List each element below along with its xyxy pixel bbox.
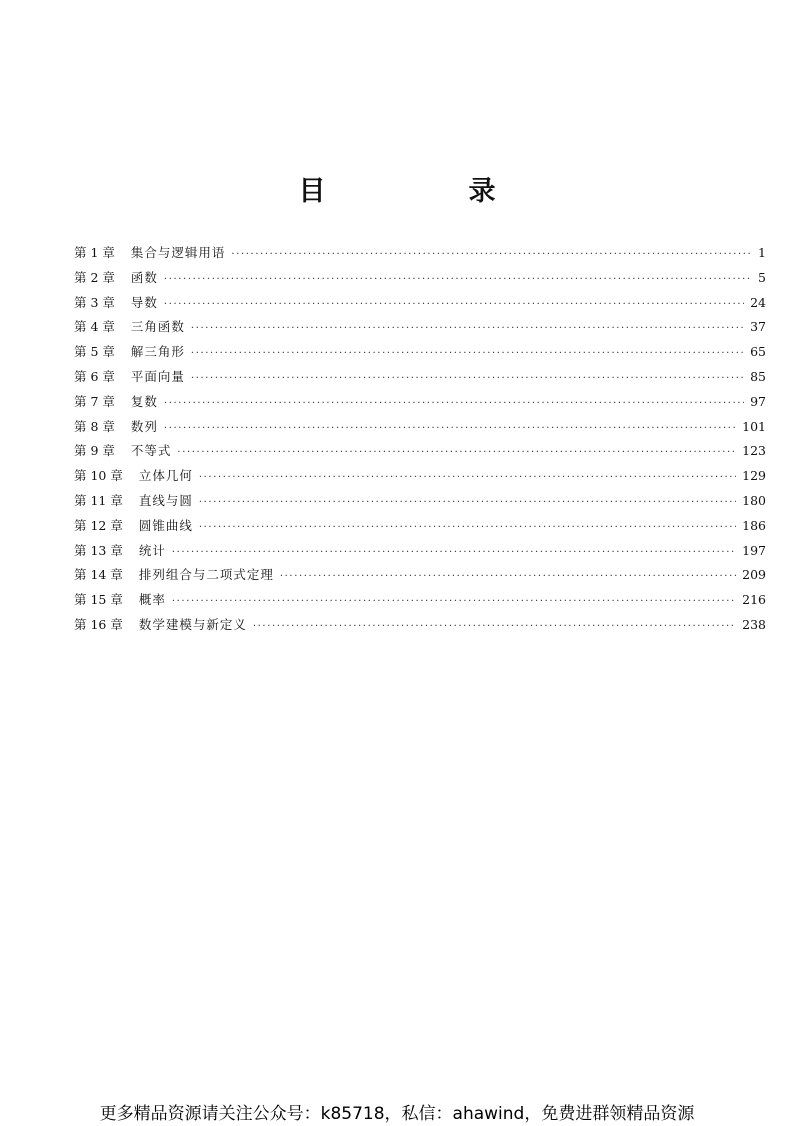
toc-entry[interactable] [74,615,766,640]
chapter-number: 第 3 章 [74,294,115,310]
page-number: 24 [750,294,766,310]
chapter-number: 第 8 章 [74,418,115,434]
chapter-title: 概率 [138,592,166,608]
dot-leader [199,493,736,513]
chapter-number: 第 5 章 [74,344,115,360]
toc-entry[interactable] [74,342,766,367]
dot-leader [164,270,752,290]
toc-entry[interactable] [74,293,766,318]
chapter-title: 导数 [130,294,158,310]
footer-notice: 更多精品资源请关注公众号：k85718，私信：ahawind，免费进群领精品资源 [99,1104,695,1124]
page-number: 1 [758,245,766,260]
chapter-title: 不等式 [130,443,172,459]
dot-leader [164,295,744,315]
dot-leader [280,567,736,587]
chapter-title: 平面向量 [130,368,185,384]
toc-entry[interactable] [74,417,766,442]
chapter-title: 三角函数 [130,319,185,335]
dot-leader [164,419,736,439]
page-number: 238 [742,616,766,632]
chapter-title: 集合与逻辑用语 [130,245,226,260]
page-number: 85 [750,368,766,384]
chapter-number: 第 10 章 [74,468,123,484]
toc-entry[interactable] [74,516,766,541]
toc-entry[interactable] [74,441,766,466]
toc-entry[interactable] [74,590,766,615]
chapter-title: 圆锥曲线 [138,517,193,533]
table-of-contents [74,243,766,640]
chapter-title: 复数 [130,393,158,409]
toc-entry[interactable] [74,541,766,566]
dot-leader [191,344,744,364]
dot-leader [177,443,736,463]
chapter-title: 排列组合与二项式定理 [138,567,274,583]
chapter-title: 数学建模与新定义 [138,616,247,632]
chapter-title: 统计 [138,542,166,558]
chapter-number: 第 2 章 [74,269,115,285]
dot-leader [191,319,744,339]
dot-leader [172,592,736,612]
page-number: 216 [742,592,766,608]
page-number: 37 [750,319,766,335]
chapter-number: 第 6 章 [74,368,115,384]
toc-entry[interactable] [74,491,766,516]
chapter-number: 第 9 章 [74,443,115,459]
page-number: 197 [742,542,766,558]
dot-leader [231,245,752,265]
toc-entry[interactable] [74,565,766,590]
chapter-title: 直线与圆 [138,492,193,508]
toc-entry[interactable] [74,367,766,392]
chapter-number: 第 13 章 [74,542,123,558]
page-title: 目 录 [298,176,554,207]
chapter-number: 第 15 章 [74,592,123,608]
chapter-number: 第 4 章 [74,319,115,335]
chapter-title: 函数 [130,269,158,285]
dot-leader [191,369,744,389]
chapter-number: 第 7 章 [74,393,115,409]
page-number: 5 [758,269,766,285]
page-number: 65 [750,344,766,360]
toc-entry[interactable] [74,317,766,342]
page-number: 186 [742,517,766,533]
page-number: 209 [742,567,766,583]
toc-entry[interactable] [74,466,766,491]
dot-leader [253,617,736,637]
page-number: 180 [742,492,766,508]
toc-entry[interactable] [74,243,766,268]
chapter-number: 第 16 章 [74,616,123,632]
dot-leader [164,394,744,414]
chapter-title: 数列 [130,418,158,434]
dot-leader [199,518,736,538]
toc-entry[interactable] [74,268,766,293]
chapter-title: 解三角形 [130,344,185,360]
dot-leader [199,468,736,488]
page-number: 97 [750,393,766,409]
page-number: 129 [742,468,766,484]
chapter-number: 第 11 章 [74,492,123,508]
dot-leader [172,543,736,563]
chapter-number: 第 12 章 [74,517,123,533]
page-number: 101 [742,418,766,434]
toc-entry[interactable] [74,392,766,417]
chapter-title: 立体几何 [138,468,193,484]
page-number: 123 [742,443,766,459]
chapter-number: 第 14 章 [74,567,123,583]
chapter-number: 第 1 章 [74,245,115,260]
